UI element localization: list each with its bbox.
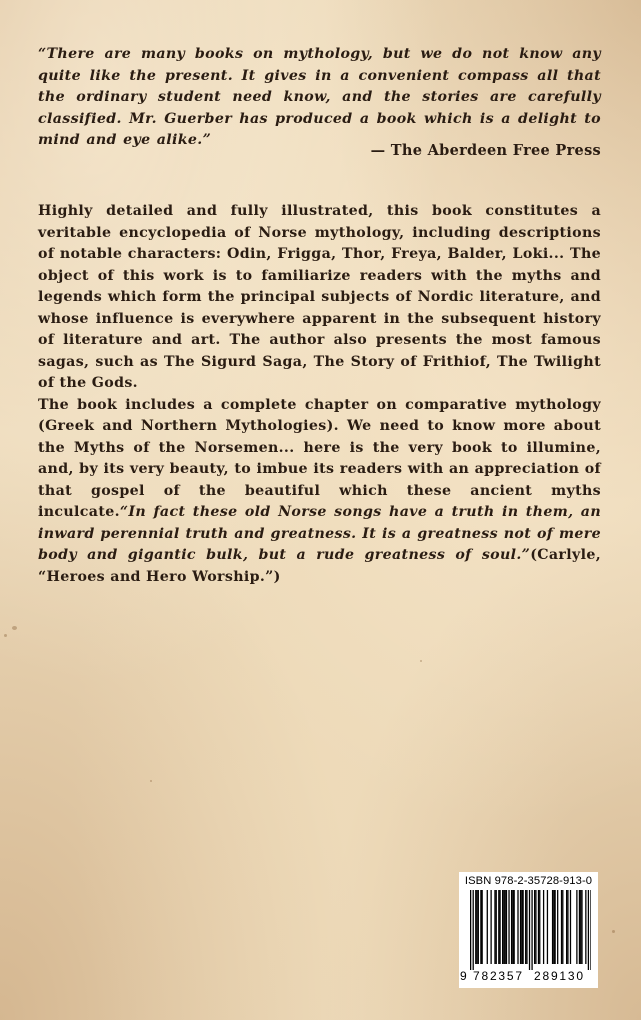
barcode-bar [561,890,562,964]
barcode-bar [562,890,563,964]
paper-speck [150,780,152,782]
barcode-bar [508,890,509,964]
barcode-bar [506,890,507,964]
barcode-bar [499,890,500,964]
barcode-bar [535,890,536,964]
barcode-bar [547,890,548,964]
barcode-bar [553,890,554,964]
barcode-right-digits: 289130 [534,969,585,983]
barcode-bar [511,890,512,964]
barcode-bar [476,890,477,964]
barcode-bar [590,890,591,970]
barcode-bar [512,890,513,964]
barcode-bar [514,890,515,964]
barcode-bar [505,890,506,964]
barcode-bar [570,890,571,964]
barcode-bars [467,890,591,970]
barcode-bar [539,890,540,964]
carlyle-citation: (Carlyle, “Heroes and Hero Worship.”) [38,547,601,585]
barcode-bar [554,890,555,964]
barcode-bar [581,890,582,964]
barcode-bar [585,890,586,964]
barcode-left-digits: 782357 [473,969,524,983]
barcode-bar [482,890,483,964]
barcode-bar [552,890,553,964]
barcode-bar [520,890,521,964]
description-paragraph: Highly detailed and fully illustrated, this book constitutes a veritable encyclopedia of Norse mythology, including descriptions of notable characters: Odin, Frigga, Thor, Freya, Balder, Loki... The object of this work is to familiarize readers with the myths and legends which form the principal subjects of Nordic literature, and whose influence is everywhere apparent in the subsequent history of literature and art. The author also presents the most famous sagas, such as The Sigurd Saga, The Story of Frithiof, The Twilight of the Gods. [38,203,601,391]
barcode-bar [566,890,567,964]
barcode-bar [478,890,479,964]
barcode-bar [588,890,589,970]
barcode-bar [480,890,481,964]
carlyle-quote: “In fact these old Norse songs have a truth in them, an inward perennial truth and greatness. It is a greatness not of mere body and gigantic bulk, but a rude greatness of soul.” [38,504,601,563]
paper-speck [420,660,422,662]
barcode-bar [502,890,503,964]
barcode-bar [557,890,558,964]
barcode-bar [490,890,491,964]
barcode-bar [496,890,497,964]
barcode-bar [580,890,581,964]
barcode-bar [487,890,488,964]
barcode-bar [498,890,499,964]
description-text: The book includes a complete chapter on comparative mythology (Greek and Northern Mythologies). We need to know more about the Myths of the Norsemen... here is the very book to illumine, and, by its very beauty, to imbue its readers with an appreciation of that gospel of the beautiful which these ancient myths inculcate. [38,396,601,520]
barcode-bar [475,890,476,964]
review-attribution: — The Aberdeen Free Press [370,142,601,159]
review-quote: “There are many books on mythology, but we do not know any quite like the present. It gives in a convenient compass all that the ordinary student need know, and the stories are carefully classified. Mr. Guerber has produced a book which is a delight to mind and eye alike.” [38,46,601,148]
barcode-bar [522,890,523,964]
barcode-bar [517,890,518,964]
barcode-bar [534,890,535,964]
barcode-bar [521,890,522,964]
barcode-bar [579,890,580,964]
isbn-barcode [459,872,598,988]
barcode-bar [494,890,495,964]
barcode-bar [538,890,539,964]
barcode-bar [543,890,544,964]
barcode-bar [576,890,577,964]
barcode-bar [525,890,526,964]
barcode-bar [473,890,474,970]
barcode-lead-digit: 9 [460,969,467,983]
paper-speck [612,930,615,933]
barcode-bar [531,890,532,970]
paper-speck [4,634,7,637]
paper-speck [12,626,17,630]
description-paragraph [38,395,601,589]
barcode-bar [526,890,527,964]
barcode-bar [470,890,471,970]
book-description [38,201,601,588]
isbn-label: ISBN 978-2-35728-913-0 [464,875,593,887]
barcode-bar [503,890,504,964]
barcode-bar [567,890,568,964]
barcode-bar [529,890,530,970]
